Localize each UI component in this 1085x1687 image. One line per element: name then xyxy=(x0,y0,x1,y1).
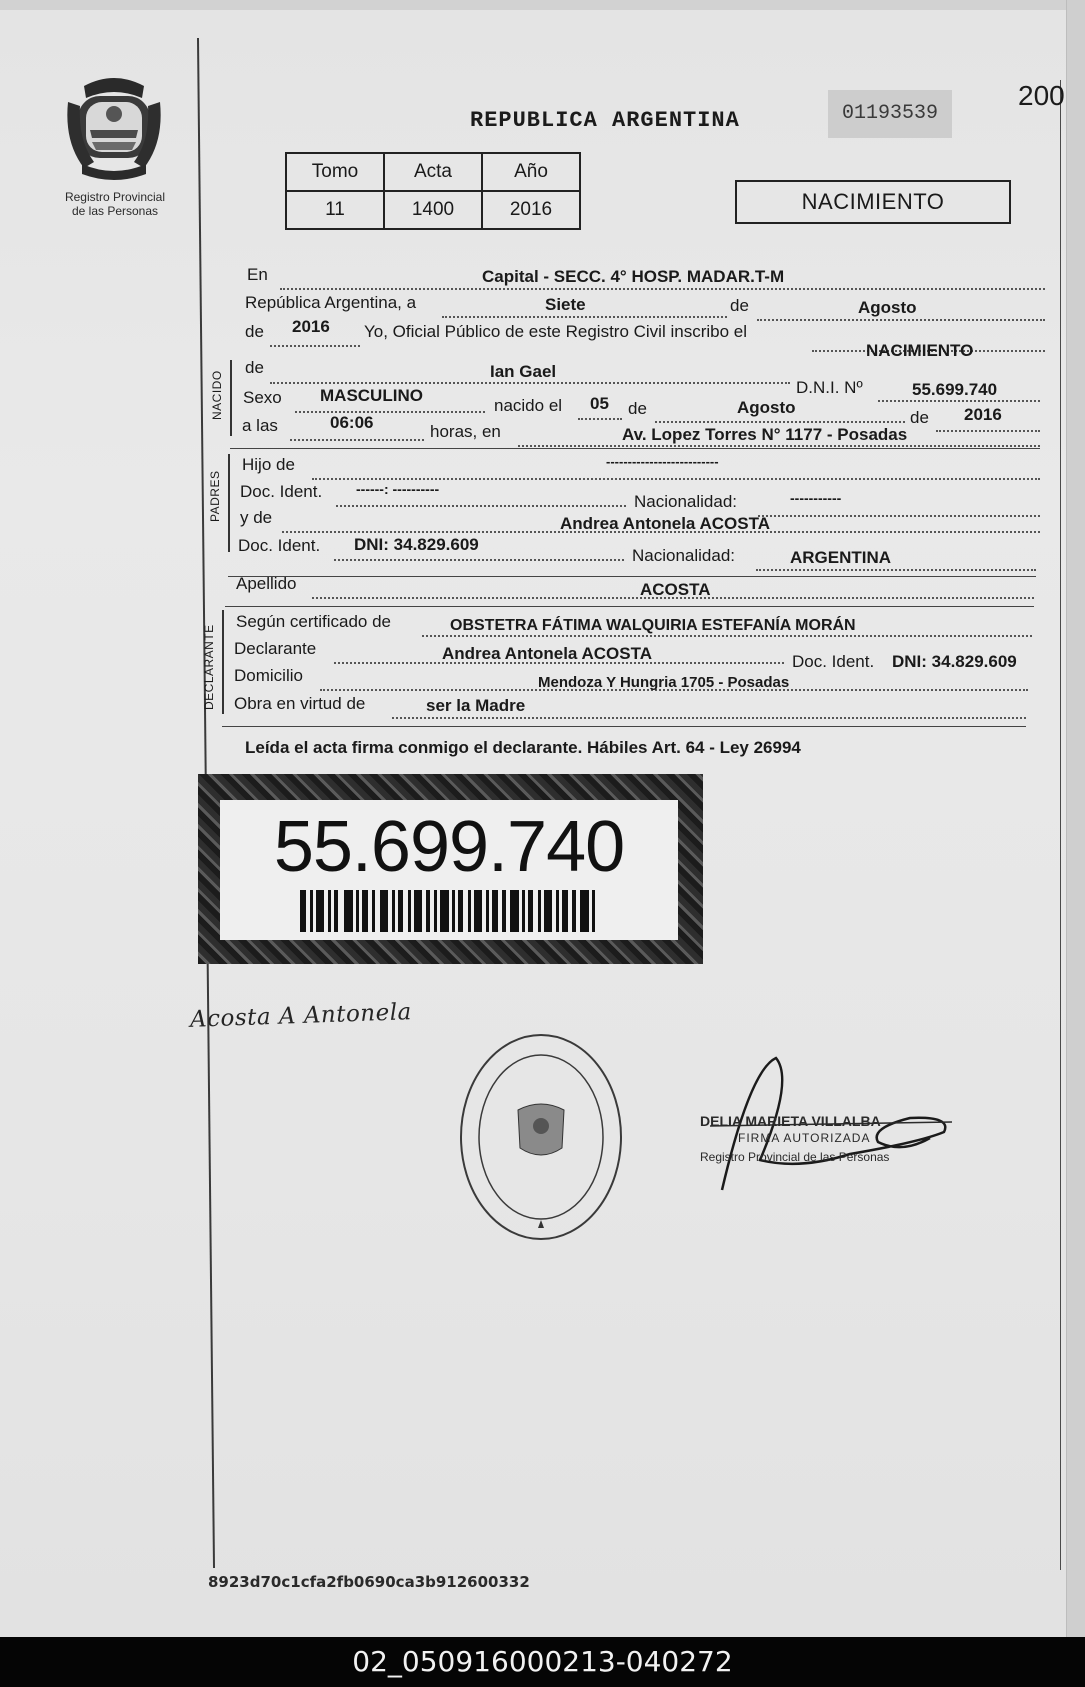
declarante-section-bar xyxy=(222,610,224,714)
register-table-value-row xyxy=(286,191,580,229)
y-de-label: y de xyxy=(240,508,273,527)
document-title: REPUBLICA ARGENTINA xyxy=(470,108,740,133)
obra-label: Obra en virtud de xyxy=(234,694,366,713)
declarante-value: Andrea Antonela ACOSTA xyxy=(442,644,652,663)
certificado-value: OBSTETRA FÁTIMA WALQUIRIA ESTEFANÍA MORÁN xyxy=(450,617,856,634)
logo-caption-line1: Registro Provincial xyxy=(64,190,166,204)
nacido-de-label-1: de xyxy=(628,399,647,418)
register-value-anio: 2016 xyxy=(482,191,580,229)
declarante-label: Declarante xyxy=(234,639,317,658)
hijo-value: -------------------------- xyxy=(606,454,719,469)
padre-nac-value: ----------- xyxy=(790,490,842,506)
lugar-value: Av. Lopez Torres N° 1177 - Posadas xyxy=(622,425,908,444)
nombre-label: de xyxy=(245,358,264,377)
madre-doc-label: Doc. Ident. xyxy=(238,536,321,555)
padre-doc-value: ------: ---------- xyxy=(356,481,440,497)
nacido-section-divider xyxy=(230,448,1040,449)
record-type-box: NACIMIENTO xyxy=(735,180,1011,224)
scan-file-id: 02_050916000213-040272 xyxy=(0,1637,1085,1687)
serial-number: 01193539 xyxy=(828,90,952,138)
padre-doc-label: Doc. Ident. xyxy=(240,482,323,501)
declarante-section-label: DECLARANTE xyxy=(202,624,216,710)
apellido-value: ACOSTA xyxy=(640,580,711,599)
closing-statement: Leída el acta firma conmigo el declarante. Hábiles Art. 64 - Ley 26994 xyxy=(245,738,801,757)
misiones-coat-of-arms-logo xyxy=(64,72,164,184)
inscribo-value: NACIMIENTO xyxy=(866,341,974,360)
handwritten-note: Acosta A Antonela xyxy=(189,999,413,1033)
nacido-section-label: NACIDO xyxy=(210,370,224,420)
signer-name: DELIA MARIETA VILLALBA xyxy=(700,1113,881,1129)
barcode-number: 55.699.740 xyxy=(273,807,625,887)
barcode-card xyxy=(198,774,703,964)
en-label: En xyxy=(247,265,268,284)
nacido-el-label: nacido el xyxy=(494,396,563,415)
signer-role: FIRMA AUTORIZADA xyxy=(738,1131,871,1145)
page-right-edge xyxy=(1066,0,1085,1637)
obra-value: ser la Madre xyxy=(426,696,526,715)
barcode-bars xyxy=(300,890,600,932)
madre-nacionalidad-label: Nacionalidad: xyxy=(632,546,736,565)
page-top-edge xyxy=(0,0,1085,10)
signer-office: Registro Provincial de las Personas xyxy=(700,1150,890,1164)
logo-caption-line2: de las Personas xyxy=(71,204,159,218)
apellido-divider xyxy=(225,606,1034,607)
apellido-label: Apellido xyxy=(236,574,297,593)
dni-label: D.N.I. Nº xyxy=(796,378,863,397)
madre-doc-value: DNI: 34.829.609 xyxy=(354,535,479,554)
nacido-dia-value: 05 xyxy=(590,394,609,413)
nacido-mes-value: Agosto xyxy=(737,398,796,417)
barcode-panel xyxy=(220,800,678,940)
oficial-text: Yo, Oficial Público de este Registro Civil inscribo el xyxy=(364,322,747,341)
register-value-acta: 1400 xyxy=(384,191,482,229)
register-header-tomo: Tomo xyxy=(286,153,384,191)
hijo-de-label: Hijo de xyxy=(242,455,295,474)
register-table-header-row xyxy=(286,153,580,191)
de-label-2: de xyxy=(245,322,264,341)
padres-section-bar xyxy=(228,454,230,552)
de-label-1: de xyxy=(730,296,749,315)
register-header-acta: Acta xyxy=(384,153,482,191)
official-seal-stamp xyxy=(456,1030,626,1244)
declarante-doc-label: Doc. Ident. xyxy=(792,652,875,671)
nombre-value: Ian Gael xyxy=(490,362,557,381)
register-header-anio: Año xyxy=(482,153,580,191)
nacido-anio-value: 2016 xyxy=(964,405,1002,424)
register-value-tomo: 11 xyxy=(286,191,384,229)
document-hash: 8923d70c1cfa2fb0690ca3b912600332 xyxy=(208,1573,530,1591)
anio-value: 2016 xyxy=(292,317,330,336)
declarante-divider xyxy=(222,726,1026,727)
nacido-de-label-2: de xyxy=(910,408,929,427)
padres-section-label: PADRES xyxy=(208,470,222,522)
right-margin-rule xyxy=(1060,80,1061,1570)
madre-nac-value: ARGENTINA xyxy=(790,548,892,567)
mes-value: Agosto xyxy=(858,298,917,317)
madre-value: Andrea Antonela ACOSTA xyxy=(560,514,770,533)
declarante-doc-value: DNI: 34.829.609 xyxy=(892,652,1017,671)
domicilio-value: Mendoza Y Hungria 1705 - Posadas xyxy=(538,674,790,691)
logo-caption xyxy=(40,190,190,218)
a-las-label: a las xyxy=(242,416,278,435)
dia-value: Siete xyxy=(545,295,586,314)
page-number: 200 xyxy=(1018,80,1065,111)
en-value: Capital - SECC. 4° HOSP. MADAR.T-M xyxy=(482,267,785,286)
dni-value: 55.699.740 xyxy=(912,380,998,399)
padre-nacionalidad-label: Nacionalidad: xyxy=(634,492,738,511)
hora-value: 06:06 xyxy=(330,413,374,432)
nacido-section-bar xyxy=(230,360,232,436)
horas-en-label: horas, en xyxy=(430,422,501,441)
sexo-label: Sexo xyxy=(243,388,282,407)
certificado-label: Según certificado de xyxy=(236,612,391,631)
sexo-value: MASCULINO xyxy=(320,386,423,405)
republica-label: República Argentina, a xyxy=(245,293,417,312)
domicilio-label: Domicilio xyxy=(234,666,303,685)
register-table xyxy=(285,152,581,230)
